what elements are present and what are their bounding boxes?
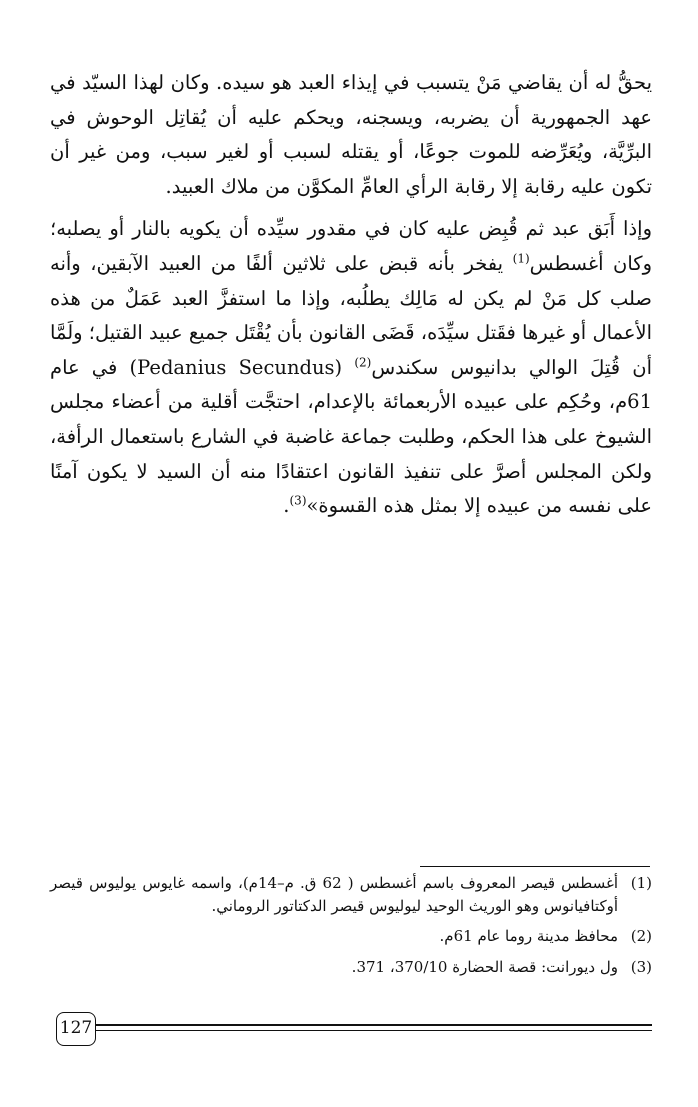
footnote-separator [420,866,650,867]
paragraph-2-part-b: يفخر بأنه قبض على ثلاثين ألفًا من العبيد الآبقين، وأنه صلب كل مَنْ لم يكن له مَالِك يطلُبه، وإذا ما استفزَّ العبد عَمَلٌ من هذه الأعمال أو غيرها فقَتل سيِّدَه، قَضَى القانون بأن يُقْتَل جميع عبيد القتيل؛ ولَمَّا أن قُتِلَ الوالي بدانيوس سكندس [50,251,652,379]
footer-rule [96,1024,652,1026]
page-footer [50,1012,652,1048]
footnote-2 [50,925,652,948]
footnote-text: ول ديورانت: قصة الحضارة 370/10، 371. [351,957,618,976]
paragraph-2-part-a: وإذا أَبَق عبد ثم قُبِض عليه كان في مقدور سيِّده أن يكويه بالنار أو يصلبه؛ وكان أغسطس [50,217,652,275]
footnote-text: محافظ مدينة روما عام 61م. [439,927,618,945]
footnote-ref-2[interactable]: (2) [354,355,372,370]
footnote-text: أغسطس قيصر المعروف باسم أغسطس ( 62 ق. م–14م)، واسمه غايوس يوليوس قيصر أوكتافيانوس وهو الوريث الوحيد ليوليوس قيصر الدكتاتور الروماني. [50,874,618,915]
footnote-number: (2) [630,927,652,945]
main-text [50,66,652,532]
footnote-3 [50,956,652,979]
footnote-ref-1[interactable]: (1) [512,251,530,266]
page-number: 127 [56,1012,96,1046]
paragraph-2-end: . [283,494,290,518]
footnote-1 [50,872,652,917]
footer-rule-thin [96,1030,652,1031]
footnote-number: (1) [630,874,652,892]
footnote-ref-3[interactable]: (3) [289,493,307,508]
paragraph-2 [50,212,652,523]
footnote-number: (3) [630,957,652,976]
paragraph-2-part-c: في عام 61م، وحُكِم على عبيده الأربعمائة بالإعدام، احتجَّت أقلية من أعضاء مجلس الشيوخ على هذا الحكم، وطلبت جماعة غاضبة في الشارع باستعمال الرأفة، ولكن المجلس أصرَّ على تنفيذ القانون اعتقادًا منه أن السيد لا يكون آمنًا على نفسه من عبيده إلا بمثل هذه القسوة» [50,355,652,518]
footnotes [50,872,652,986]
paragraph-1 [50,66,652,204]
paragraph-1-text: يحقُّ له أن يقاضي مَنْ يتسبب في إيذاء العبد هو سيده. وكان لهذا السيّد في عهد الجمهورية أن يضربه، ويسجنه، ويحكم عليه أن يُقاتِل الوحوش في البرِّيَّة، ويُعَرِّضه للموت جوعًا، أو يقتله لسبب أو لغير سبب، ومن غير أن تكون عليه رقابة إلا رقابة الرأي العامِّ المكوَّن من ملاك العبيد. [50,71,652,198]
latin-name: (Pedanius Secundus) [129,355,343,379]
